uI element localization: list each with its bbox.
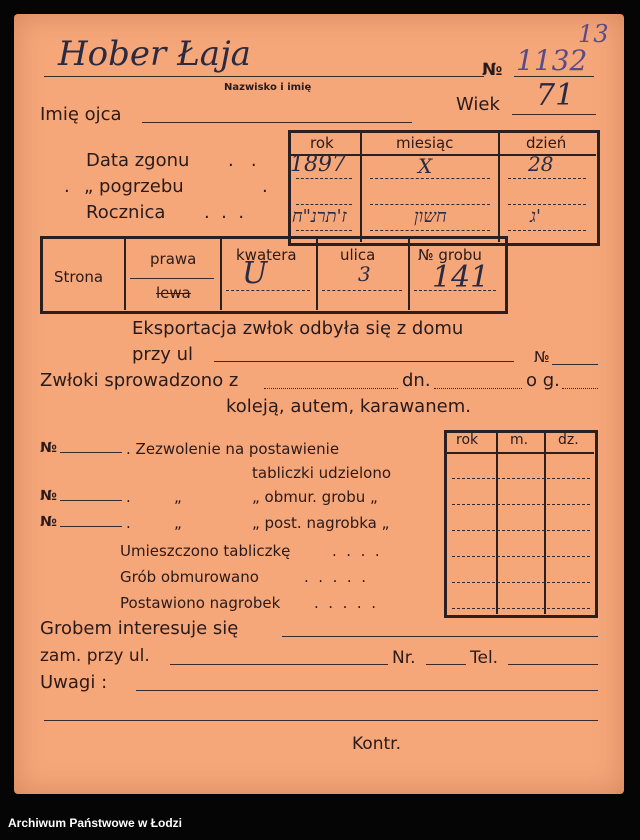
permit-row-line-5 [452,582,590,583]
quarter-line [226,290,310,291]
placed2-dots: . . . . . [304,568,366,586]
control-label: Kontr. [352,734,401,754]
left-label: lewa [156,284,191,302]
death-day: 28 [528,152,554,176]
death-year-line [296,178,352,179]
street-label: ulica [340,246,376,264]
grave-no-line [414,290,496,291]
export-no-line [552,364,598,365]
address-label: zam. przy ul. [40,646,150,666]
permit1-no-line [60,452,122,453]
notes-label: Uwagi : [40,672,108,693]
anniversary-day-line [508,230,586,231]
right-label: prawa [150,250,197,268]
death-label: Data zgonu [86,150,190,171]
anniversary-day: ג' [530,206,541,227]
placed2-label: Grób obmurowano [120,568,259,586]
dates-header-year: rok [310,134,334,152]
permit-row-line-6 [452,608,590,609]
permit3-dot: . [126,514,131,532]
grave-divider-4 [408,238,410,310]
export-street-line [214,361,514,362]
burial-dots: . [262,176,268,197]
number-underline [514,76,594,77]
permit3-text: „ post. nagrobka „ [252,514,390,532]
dates-divider-1 [360,132,362,242]
permit2-no-label: № [40,488,57,504]
interest-line [282,636,598,637]
permit3-no-line [60,526,122,527]
permit1-text-b: tabliczki udzielono [252,464,391,482]
number-label: № [482,60,503,80]
death-dots: . . [228,150,257,171]
quarter-value: U [242,256,268,291]
permit-dates-divider-1 [496,432,498,614]
permit-header-month: m. [510,432,529,448]
dates-header-month: miesiąc [396,134,454,152]
interest-label: Grobem interesuje się [40,618,239,639]
anniversary-year: ז'תרנ"ח [292,206,347,227]
grave-no-value: 141 [432,260,490,295]
street-value: 3 [358,262,371,286]
quarter-label: kwatera [236,246,297,264]
dates-header-day: dzień [526,134,567,152]
dates-divider-2 [498,132,500,242]
anniversary-month-line [370,230,490,231]
address-nr-line [426,664,466,665]
permit2-text: „ obmur. grobu „ [252,488,378,506]
transport-label: koleją, autem, karawanem. [226,396,471,417]
age-value: 71 [536,78,575,113]
brought-from-line [264,388,398,389]
name-underline [44,76,484,77]
permit-dates-divider-2 [544,432,546,614]
permit-row-line-2 [452,504,590,505]
archive-credit: Archiwum Państwowe w Łodzi [8,816,183,830]
permit-dates-table [444,430,598,618]
death-year: 1897 [290,152,346,177]
permit2-no-line [60,500,122,501]
anniversary-dots: . . . [204,202,245,223]
burial-dot: . [64,176,70,197]
grave-divider-2 [220,238,222,310]
export-no-label: № [534,348,550,366]
age-underline [512,114,596,115]
death-month: X [418,154,433,178]
placed1-label: Umieszczono tabliczkę [120,542,291,560]
name-label: Nazwisko i imię [224,82,312,93]
address-tel-line [508,664,598,665]
permit2-dot: . [126,488,131,506]
permit1-text-a-value: Zezwolenie na postawienie [135,440,340,458]
anniversary-label: Rocznica [86,202,166,223]
brought-og: o g. [526,370,560,391]
brought-date-line [434,388,522,389]
placed3-label: Postawiono nagrobek [120,594,281,612]
death-month-line [370,178,490,179]
name-value: Hober Łaja [58,34,251,74]
burial-year-line [296,204,352,205]
father-underline [142,122,412,123]
permit-header-day: dz. [558,432,579,448]
brought-label: Zwłoki sprowadzono z [40,370,239,391]
permit-row-line-4 [452,556,590,557]
burial-day-line [508,204,586,205]
grave-divider-3 [316,238,318,310]
brought-dn: dn. [402,370,431,391]
permit1-no-label: № [40,440,57,456]
notes-line-2 [44,720,598,721]
anniversary-month: חשון [414,206,447,227]
brought-hour-line [562,388,598,389]
permit-header-year: rok [456,432,479,448]
permit1-text-a: . Zezwolenie na postawienie [126,440,340,458]
anniversary-year-line [296,230,352,231]
death-day-line [508,178,586,179]
export-line1: Eksportacja zwłok odbyła się z domu [132,318,464,339]
permit-row-line-1 [452,478,590,479]
grave-no-label: № grobu [418,246,482,264]
placed1-dots: . . . . [332,542,380,560]
father-label: Imię ojca [40,104,122,125]
permit-row-line-3 [452,530,590,531]
age-label: Wiek [456,94,500,115]
permit2-quote: „ [174,488,182,506]
street-line [322,290,402,291]
permit3-no-label: № [40,514,57,530]
burial-label: „ pogrzebu [84,176,184,197]
number-value: 1132 [516,44,588,77]
burial-month-line [370,204,490,205]
side-split-line [130,278,214,279]
notes-line-1 [136,690,598,691]
side-label: Strona [54,268,104,286]
address-tel: Tel. [470,648,499,668]
permit-dates-header-rule [446,452,594,454]
address-line [170,664,388,665]
grave-divider-1 [124,238,126,310]
export-street-label: przy ul [132,344,194,365]
placed3-dots: . . . . . [314,594,376,612]
permit3-quote: „ [174,514,182,532]
corner-number: 13 [578,20,609,48]
address-nr: Nr. [392,648,416,668]
registry-card [14,14,624,794]
